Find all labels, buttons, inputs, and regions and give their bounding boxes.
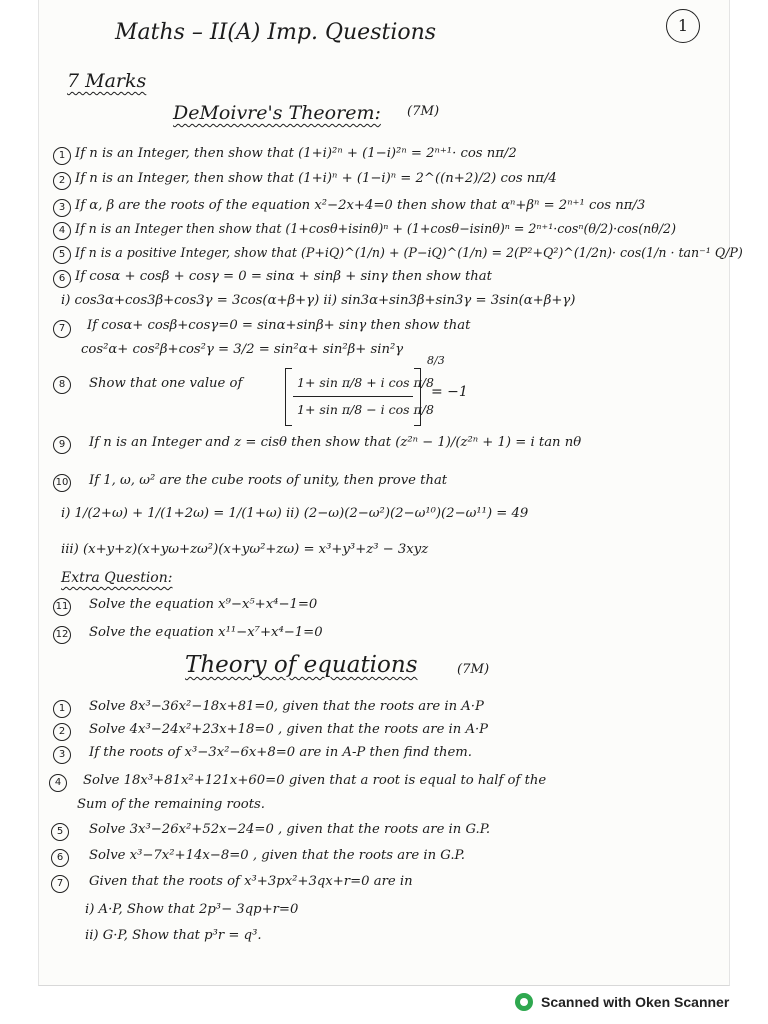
theory-number-3: 3 [53,746,71,764]
question-number-6: 6 [53,270,71,288]
notebook-page [38,0,743,986]
demoivre-q4: If n is an Integer then show that (1+cosθ+isinθ)ⁿ + (1+cosθ−isinθ)ⁿ = 2ⁿ⁺¹·cosⁿ(θ/2)·cos(nθ/2) [75,221,676,236]
demoivre-q8-fraction [285,368,434,424]
demoivre-q8-numerator: 1+ sin π/8 + i cos π/8 [297,375,434,390]
demoivre-q8-label: Show that one value of [89,376,243,391]
theory-q2: Solve 4x³−24x²+23x+18=0 , given that the roots are in A·P [89,722,489,737]
extra-question-heading: Extra Question: [61,570,173,586]
question-number-9: 9 [53,436,71,454]
demoivre-q5: If n is a positive Integer, show that (P+iQ)^(1/n) + (P−iQ)^(1/n) = 2(P²+Q²)^(1/2n)· cos(1/n · tan⁻¹ Q/P) [75,245,743,260]
theory-q7: Given that the roots of x³+3px²+3qx+r=0 are in [89,874,413,889]
theory-q4-continued: Sum of the remaining roots. [77,797,265,812]
theory-q5: Solve 3x³−26x²+52x−24=0 , given that the roots are in G.P. [89,822,491,837]
demoivre-q12: Solve the equation x¹¹−x⁷+x⁴−1=0 [89,625,323,640]
question-number-12: 12 [53,626,71,644]
demoivre-q10-parts: i) 1/(2+ω) + 1/(1+2ω) = 1/(1+ω) ii) (2−ω)(2−ω²)(2−ω¹⁰)(2−ω¹¹) = 49 [61,506,529,521]
demoivre-q7-part: cos²α+ cos²β+cos²γ = 3/2 = sin²α+ sin²β+ sin²γ [81,342,404,357]
theory-number-6: 6 [51,849,69,867]
theory-q3: If the roots of x³−3x²−6x+8=0 are in A-P then find them. [89,745,472,760]
demoivre-q8-result: = −1 [431,384,468,400]
scanner-watermark-text: Scanned with Oken Scanner [541,994,730,1010]
question-number-7: 7 [53,320,71,338]
demoivre-q10-iii: iii) (x+y+z)(x+yω+zω²)(x+yω²+zω) = x³+y³+z³ − 3xyz [61,542,429,557]
question-number-8: 8 [53,376,71,394]
theory-q1: Solve 8x³−36x²−18x+81=0, given that the roots are in A·P [89,699,484,714]
question-number-3: 3 [53,199,71,217]
page-title: Maths – II(A) Imp. Questions [115,20,437,45]
demoivre-q11: Solve the equation x⁹−x⁵+x⁴−1=0 [89,597,318,612]
theory-q4: Solve 18x³+81x²+121x+60=0 given that a root is equal to half of the [83,773,547,788]
demoivre-heading-marks: (7M) [407,104,440,119]
demoivre-q8-power: 8/3 [427,354,445,367]
question-number-2: 2 [53,172,71,190]
theory-number-1: 1 [53,700,71,718]
question-number-11: 11 [53,598,71,616]
theory-q7-part-ii: ii) G·P, Show that p³r = q³. [85,928,262,943]
scanner-logo-icon [515,993,533,1011]
demoivre-q10: If 1, ω, ω² are the cube roots of unity, then prove that [89,473,448,488]
theory-heading-marks: (7M) [457,662,490,677]
demoivre-q1: If n is an Integer, then show that (1+i)²ⁿ + (1−i)²ⁿ = 2ⁿ⁺¹· cos nπ/2 [75,146,517,161]
demoivre-heading: DeMoivre's Theorem: [173,102,381,124]
question-number-1: 1 [53,147,71,165]
scanner-watermark [515,990,729,1014]
demoivre-q6: If cosα + cosβ + cosγ = 0 = sinα + sinβ + sinγ then show that [75,269,492,284]
demoivre-q6-parts: i) cos3α+cos3β+cos3γ = 3cos(α+β+γ) ii) sin3α+sin3β+sin3γ = 3sin(α+β+γ) [61,293,576,308]
question-number-5: 5 [53,246,71,264]
theory-q6: Solve x³−7x²+14x−8=0 , given that the roots are in G.P. [89,848,465,863]
marks-heading: 7 Marks [67,70,147,92]
question-number-10: 10 [53,474,71,492]
demoivre-q9: If n is an Integer and z = cisθ then show that (z²ⁿ − 1)/(z²ⁿ + 1) = i tan nθ [89,435,582,450]
theory-q7-part-i: i) A·P, Show that 2p³− 3qp+r=0 [85,902,299,917]
theory-heading: Theory of equations [185,652,418,678]
page-number: 1 [666,9,700,43]
theory-number-2: 2 [53,723,71,741]
question-number-4: 4 [53,222,71,240]
demoivre-q2: If n is an Integer, then show that (1+i)ⁿ + (1−i)ⁿ = 2^((n+2)/2) cos nπ/4 [75,171,557,186]
theory-number-7: 7 [51,875,69,893]
demoivre-q3: If α, β are the roots of the equation x²−2x+4=0 then show that αⁿ+βⁿ = 2ⁿ⁺¹ cos nπ/3 [75,198,646,213]
demoivre-q7: If cosα+ cosβ+cosγ=0 = sinα+sinβ+ sinγ then show that [87,318,471,333]
theory-number-5: 5 [51,823,69,841]
demoivre-q8-denominator: 1+ sin π/8 − i cos π/8 [297,402,434,417]
theory-number-4: 4 [49,774,67,792]
